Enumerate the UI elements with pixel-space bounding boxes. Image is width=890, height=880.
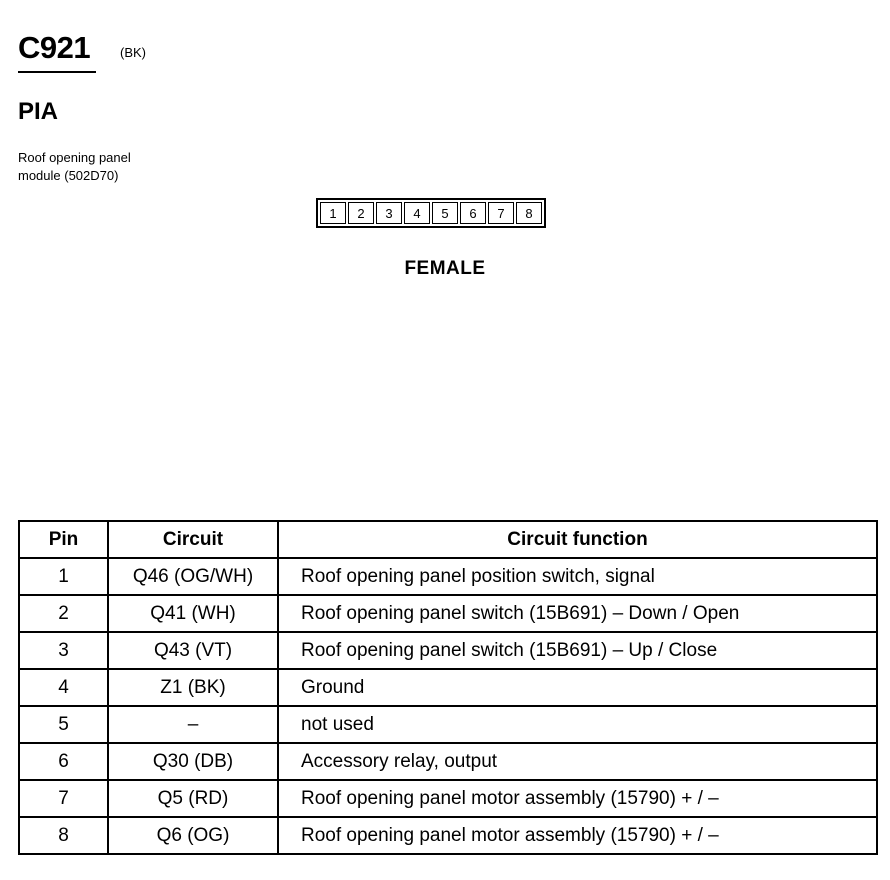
table-row (19, 669, 877, 706)
circuit-function: not used (278, 706, 877, 743)
circuit-function: Roof opening panel motor assembly (15790) + / – (278, 780, 877, 817)
circuit-function: Roof opening panel motor assembly (15790) + / – (278, 817, 877, 854)
description-line-1: Roof opening panel (18, 150, 131, 165)
table-row (19, 632, 877, 669)
table-row (19, 743, 877, 780)
pin-number: 2 (19, 595, 108, 632)
table-header-row (19, 521, 877, 558)
pin-number: 6 (19, 743, 108, 780)
pin-number: 7 (19, 780, 108, 817)
circuit-id: Z1 (BK) (108, 669, 278, 706)
circuit-function: Ground (278, 669, 877, 706)
pin-number: 5 (19, 706, 108, 743)
pin-number: 1 (19, 558, 108, 595)
circuit-id: Q41 (WH) (108, 595, 278, 632)
description-line-2: module (502D70) (18, 168, 119, 183)
pin-number: 4 (19, 669, 108, 706)
table-row (19, 706, 877, 743)
pin-number: 8 (19, 817, 108, 854)
component-description (18, 149, 218, 185)
circuit-id: – (108, 706, 278, 743)
pin-cell: 5 (432, 202, 458, 224)
pin-number: 3 (19, 632, 108, 669)
connector-pin-face (316, 198, 546, 228)
pin-cell: 2 (348, 202, 374, 224)
circuit-function: Roof opening panel switch (15B691) – Down / Open (278, 595, 877, 632)
connector-id: C921 (18, 30, 91, 65)
pin-cell: 8 (516, 202, 542, 224)
connector-id-underline (18, 71, 96, 73)
connector-gender-label: FEMALE (404, 258, 486, 279)
table-row (19, 558, 877, 595)
circuit-id: Q30 (DB) (108, 743, 278, 780)
circuit-id: Q46 (OG/WH) (108, 558, 278, 595)
pin-cell: 7 (488, 202, 514, 224)
circuit-id: Q43 (VT) (108, 632, 278, 669)
column-header-circuit: Circuit (108, 521, 278, 558)
table-row (19, 817, 877, 854)
table-row (19, 780, 877, 817)
circuit-function: Roof opening panel position switch, signal (278, 558, 877, 595)
pin-cell: 1 (320, 202, 346, 224)
column-header-pin: Pin (19, 521, 108, 558)
connector-color: (BK) (120, 45, 146, 60)
circuit-function: Roof opening panel switch (15B691) – Up / Close (278, 632, 877, 669)
location-code: PIA (18, 98, 59, 125)
table-row (19, 595, 877, 632)
pin-cell: 6 (460, 202, 486, 224)
column-header-function: Circuit function (278, 521, 877, 558)
circuit-id: Q6 (OG) (108, 817, 278, 854)
circuit-id: Q5 (RD) (108, 780, 278, 817)
pin-cell: 3 (376, 202, 402, 224)
circuit-function: Accessory relay, output (278, 743, 877, 780)
pin-cell: 4 (404, 202, 430, 224)
pin-table (18, 520, 878, 855)
